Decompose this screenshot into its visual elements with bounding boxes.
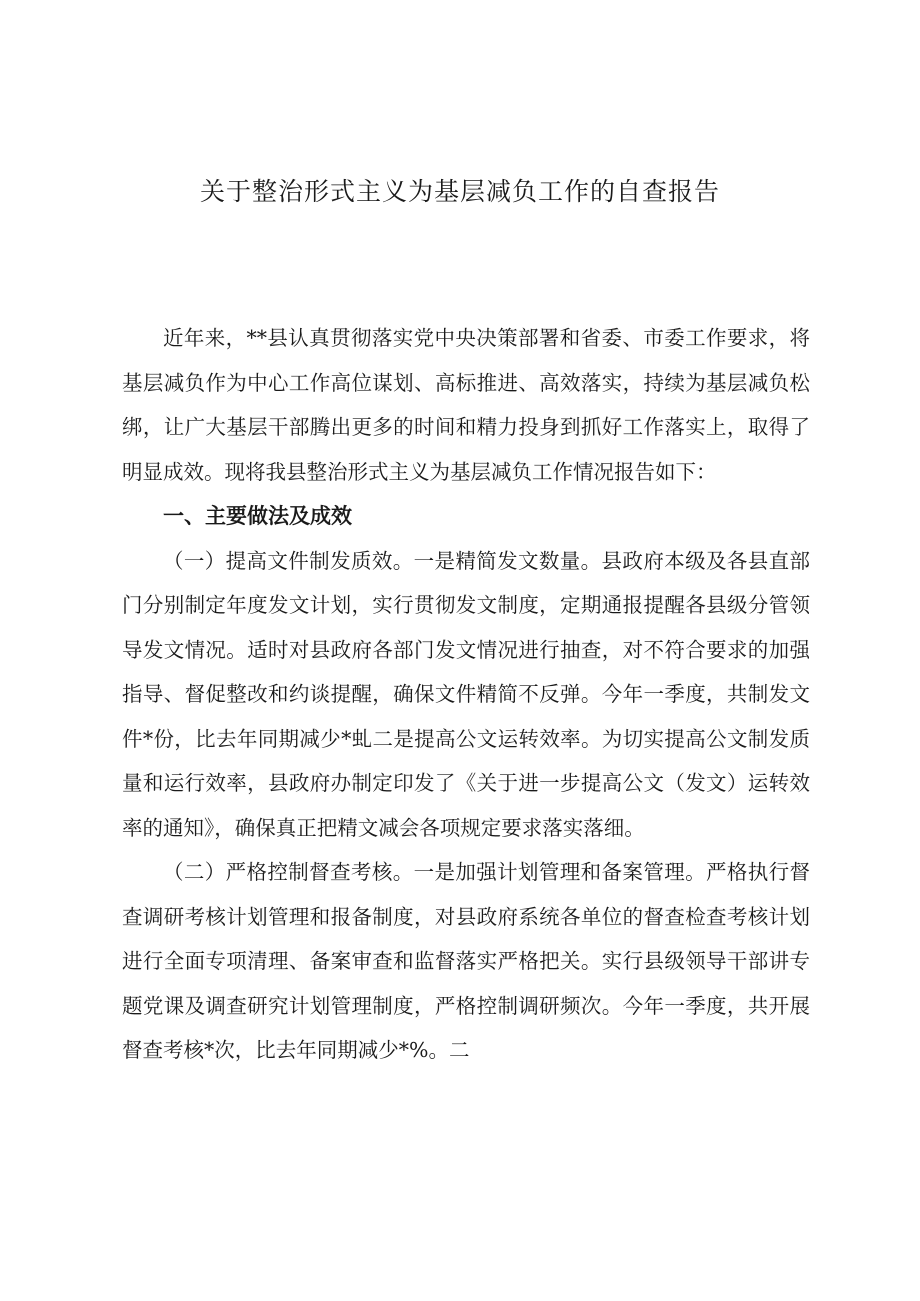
document-title: 关于整治形式主义为基层减负工作的自查报告 xyxy=(199,177,720,206)
item-paragraph-2: （二）严格控制督查考核。一是加强计划管理和备案管理。严格执行督查调研考核计划管理和报备制度，对县政府系统各单位的督查检查考核计划进行全面专项清理、备案审查和监督落实严格把关。实行县级领导干部讲专题党课及调查研究计划管理制度，严格控制调研频次。今年一季度，共开展督查考核*次，比去年同期减少*%。二 xyxy=(122,860,810,1062)
document-body xyxy=(122,316,810,1073)
item-paragraph-1: （一）提高文件制发质效。一是精简发文数量。县政府本级及各县直部门分别制定年度发文计划，实行贯彻发文制度，定期通报提醒各县级分管领导发文情况。适时对县政府各部门发文情况进行抽查，对不符合要求的加强指导、督促整改和约谈提醒，确保文件精简不反弹。今年一季度，共制发文件*份，比去年同期减少*虬二是提高公文运转效率。为切实提高公文制发质量和运行效率，县政府办制定印发了《关于进一步提高公文（发文）运转效率的通知》，确保真正把精文减会各项规定要求落实落细。 xyxy=(122,548,810,840)
intro-paragraph: 近年来，**县认真贯彻落实党中央决策部署和省委、市委工作要求，将基层减负作为中心工作高位谋划、高标推进、高效落实，持续为基层减负松绑，让广大基层干部腾出更多的时间和精力投身到抓好工作落实上，取得了明显成效。现将我县整治形式主义为基层减负工作情况报告如下： xyxy=(122,326,810,484)
section-heading-1: 一、主要做法及成效 xyxy=(163,504,352,528)
